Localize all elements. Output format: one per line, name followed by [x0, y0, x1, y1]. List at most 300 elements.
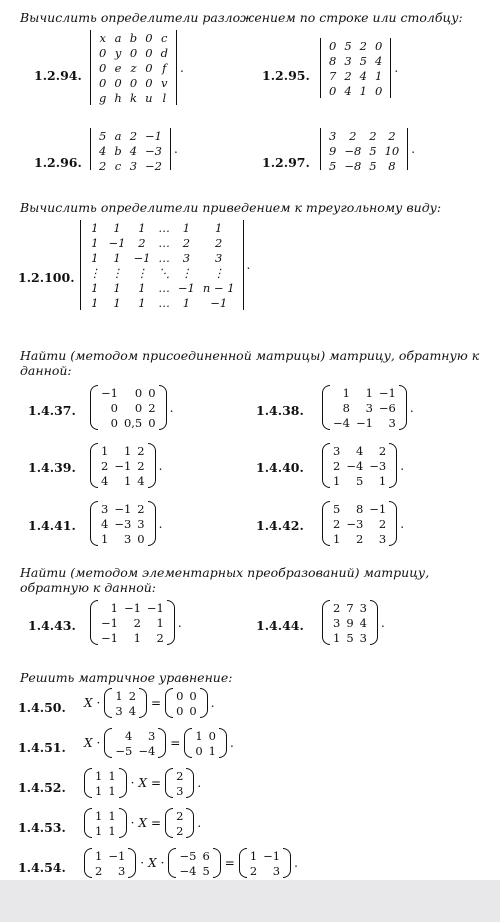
matrix-cell: 0 [176, 688, 184, 703]
matrix-cell: 4 [101, 516, 109, 531]
matrix-cell: 2 [138, 235, 146, 250]
paren-matrix [322, 600, 378, 645]
problem-label: 1.2.97. [262, 155, 310, 170]
matrix-row [173, 688, 200, 703]
matrix-cell: 1 [95, 848, 103, 863]
matrix-cell: 4 [125, 728, 133, 743]
matrix-row [98, 458, 148, 473]
matrix-row [330, 385, 399, 400]
matrix-row [330, 531, 389, 546]
matrix-cell: 8 [355, 501, 364, 516]
matrix-cell: y [114, 45, 122, 60]
left-paren [322, 600, 330, 645]
matrix-cell: 3 [365, 400, 373, 415]
problem-label: 1.4.43. [28, 618, 76, 633]
left-paren [165, 808, 173, 838]
period: . [394, 61, 399, 75]
matrix-row [112, 743, 158, 758]
matrix-cell: 2 [133, 615, 141, 630]
matrix-cell: 0 [189, 688, 197, 703]
matrix-cell: −8 [344, 158, 362, 170]
matrix-cell: 8 [388, 158, 396, 170]
matrix-cell: 0 [145, 75, 153, 90]
left-paren [90, 501, 98, 546]
matrix-cell: 1 [215, 220, 223, 235]
matrix-row [85, 280, 239, 295]
matrix-cell: c [161, 30, 168, 45]
matrix-row [325, 38, 386, 53]
matrix-cell: h [114, 90, 122, 105]
viewer-bottom-bar [0, 880, 500, 922]
right-paren [370, 600, 378, 645]
matrix-cell: 1 [133, 630, 141, 645]
mult-dot: · [96, 696, 101, 710]
matrix-row [330, 600, 370, 615]
matrix-cell: e [114, 60, 122, 75]
right-paren [219, 728, 227, 758]
matrix-row [176, 863, 212, 878]
determinant-1297 [320, 128, 415, 170]
matrix-cell: 0 [99, 45, 107, 60]
matrix-cell: 5 [99, 128, 107, 143]
matrix-cell: 7 [346, 600, 354, 615]
problem-label: 1.4.44. [256, 618, 304, 633]
right-paren [139, 688, 147, 718]
det-matrix [90, 128, 171, 170]
matrix-cell: 0 [99, 75, 107, 90]
variable-x: X [84, 696, 93, 710]
matrix-cell: −5 [179, 848, 197, 863]
matrix-row [98, 600, 167, 615]
matrix-cell: 0 [189, 703, 197, 718]
matrix-row [98, 531, 148, 546]
matrix-row [112, 688, 139, 703]
matrix-cell: a [114, 30, 122, 45]
equals-sign: = [224, 856, 235, 870]
matrix-cell: 3 [115, 703, 123, 718]
heading-triangular: Вычислить определители приведением к треугольному виду: [20, 200, 442, 215]
matrix-cell: 1 [113, 280, 121, 295]
matrix-cell: 0 [114, 75, 122, 90]
matrix-cell: 3 [344, 53, 352, 68]
matrix-cell: 2 [333, 458, 341, 473]
period: . [294, 856, 298, 870]
matrix-cell: 0 [329, 83, 337, 98]
matrix-cell: 0 [176, 703, 184, 718]
matrix-row [173, 703, 200, 718]
matrix-cell: x [99, 30, 106, 45]
right-paren [159, 385, 167, 430]
matrix-cell: 1 [365, 385, 373, 400]
matrix-cell: 4 [101, 473, 109, 488]
matrix-cell: 0 [110, 415, 118, 430]
matrix-cell: 1 [113, 250, 121, 265]
equals-sign: = [170, 736, 181, 750]
matrix-cell: 2 [359, 38, 367, 53]
matrix-cell: 2 [176, 808, 184, 823]
matrix-cell: … [158, 235, 170, 250]
matrix-row [173, 783, 186, 798]
left-paren [84, 808, 92, 838]
left-paren [184, 728, 192, 758]
right-paren [389, 501, 397, 546]
matrix-cell: 2 [349, 128, 357, 143]
equals-sign: = [151, 696, 162, 710]
matrix-cell: −1 [101, 630, 118, 645]
det-matrix [80, 220, 244, 310]
matrix-cell: 5 [355, 473, 364, 488]
matrix-cell: 2 [378, 443, 387, 458]
matrix-row [330, 516, 389, 531]
paren-matrix [84, 768, 127, 798]
matrix-cell: 1 [359, 83, 367, 98]
right-paren [186, 768, 194, 798]
matrix-cell: 3 [129, 158, 138, 170]
matrix-row [98, 473, 148, 488]
paren-matrix [322, 443, 397, 488]
matrix-cell: 3 [333, 615, 341, 630]
matrix-cell: 4 [137, 473, 145, 488]
matrix-cell: −1 [108, 235, 126, 250]
matrix-cell: 4 [129, 143, 138, 158]
left-paren [84, 768, 92, 798]
matrix-row [95, 30, 172, 45]
matrix-row [98, 443, 148, 458]
left-paren [90, 600, 98, 645]
matrix-cell: −4 [333, 415, 350, 430]
matrix-cell: b [114, 143, 122, 158]
matrix-cell: −1 [114, 501, 132, 516]
matrix-row [325, 53, 386, 68]
matrix-cell: 2 [148, 400, 156, 415]
equals-sign: = [151, 776, 162, 790]
matrix-row [330, 473, 389, 488]
period: . [400, 458, 405, 473]
matrix-cell: 1 [182, 220, 191, 235]
matrix-cell: 5 [346, 630, 354, 645]
matrix-cell: … [158, 220, 170, 235]
matrix-cell: 1 [101, 443, 109, 458]
problem-label: 1.4.37. [28, 403, 76, 418]
matrix-row [325, 83, 386, 98]
period: . [177, 615, 182, 630]
heading-matrix-equation: Решить матричное уравнение: [20, 670, 233, 685]
matrix-cell: 1 [108, 768, 116, 783]
matrix-row [85, 250, 239, 265]
matrix-row [98, 615, 167, 630]
matrix-cell: 1 [115, 688, 123, 703]
matrix-row [95, 45, 172, 60]
matrix-row [92, 848, 128, 863]
matrix-cell: 0 [134, 400, 143, 415]
matrix-cell: 2 [156, 630, 164, 645]
matrix-cell: −1 [378, 385, 396, 400]
right-paren [167, 600, 175, 645]
matrix-cell: ⋱ [158, 265, 170, 280]
matrix-cell: 0 [145, 30, 153, 45]
det-matrix [320, 128, 408, 170]
period: . [197, 816, 202, 830]
left-paren [84, 848, 92, 878]
matrix-cell: 1 [249, 848, 258, 863]
matrix-cell: 2 [388, 128, 396, 143]
matrix-cell: z [130, 60, 137, 75]
matrix-cell: 0 [374, 83, 383, 98]
matrix-row [95, 158, 166, 170]
matrix-cell: 1 [95, 808, 103, 823]
matrix-cell: −3 [114, 516, 132, 531]
problem-label: 1.4.53. [18, 820, 66, 835]
matrix-cell: 1 [91, 280, 99, 295]
matrix-cell: 0 [145, 60, 153, 75]
matrix-cell: 0 [148, 385, 156, 400]
matrix-cell: 2 [95, 863, 103, 878]
period: . [210, 696, 215, 710]
matrix-1439 [90, 443, 162, 488]
matrix-cell: 1 [113, 220, 121, 235]
matrix-cell: 4 [128, 703, 137, 718]
matrix-cell: 1 [123, 473, 132, 488]
matrix-cell: 1 [138, 220, 146, 235]
right-paren [186, 808, 194, 838]
matrix-cell: 5 [359, 53, 367, 68]
period: . [158, 516, 163, 531]
matrix-cell: 1 [333, 473, 341, 488]
left-paren [322, 501, 330, 546]
determinant-1295 [320, 38, 398, 98]
paren-matrix [239, 848, 291, 878]
matrix-cell: 8 [329, 53, 337, 68]
matrix-cell: g [99, 90, 107, 105]
matrix-cell: 0 [208, 728, 216, 743]
matrix-cell: 1 [374, 68, 383, 83]
equation-1452 [84, 768, 201, 798]
period: . [169, 400, 174, 415]
matrix-cell: n − 1 [202, 280, 235, 295]
matrix-cell: −1 [101, 615, 118, 630]
right-paren [283, 848, 291, 878]
right-paren [119, 808, 127, 838]
det-matrix [90, 30, 177, 105]
problem-label: 1.4.38. [256, 403, 304, 418]
matrix-cell: 5 [369, 158, 377, 170]
matrix-cell: 1 [95, 768, 103, 783]
matrix-cell: ⋮ [180, 265, 193, 280]
matrix-cell: −1 [355, 415, 373, 430]
equation-1454 [84, 848, 298, 878]
matrix-cell: ⋮ [136, 265, 148, 280]
problem-label: 1.4.52. [18, 780, 66, 795]
matrix-cell: 0 [374, 38, 383, 53]
matrix-row [247, 863, 283, 878]
matrix-row [330, 443, 389, 458]
matrix-cell: −8 [344, 143, 362, 158]
matrix-cell: 1 [138, 295, 146, 310]
matrix-cell: 4 [374, 53, 383, 68]
matrix-cell: −1 [123, 600, 141, 615]
matrix-cell: 9 [346, 615, 354, 630]
matrix-cell: 1 [113, 295, 121, 310]
paren-matrix [165, 808, 194, 838]
matrix-cell: 3 [359, 630, 367, 645]
matrix-cell: 1 [333, 630, 341, 645]
determinant-1296 [90, 128, 178, 170]
matrix-row [85, 235, 239, 250]
matrix-cell: … [158, 295, 170, 310]
matrix-cell: 1 [182, 295, 191, 310]
matrix-row [98, 415, 159, 430]
variable-x: X [138, 776, 148, 790]
matrix-cell: −4 [346, 458, 364, 473]
matrix-cell: 1 [342, 385, 350, 400]
right-paren [158, 728, 166, 758]
paren-matrix [184, 728, 227, 758]
matrix-row [330, 615, 370, 630]
matrix-cell: −1 [210, 295, 228, 310]
matrix-cell: 6 [202, 848, 210, 863]
problem-label: 1.4.50. [18, 700, 66, 715]
matrix-cell: 4 [355, 443, 364, 458]
mult-dot: · [130, 776, 135, 790]
matrix-1444 [322, 600, 385, 645]
left-paren [239, 848, 247, 878]
matrix-cell: −1 [369, 501, 387, 516]
paren-matrix [90, 600, 175, 645]
equation-1451 [84, 728, 234, 758]
matrix-cell: 10 [384, 143, 400, 158]
matrix-cell: 2 [344, 68, 352, 83]
matrix-row [98, 385, 159, 400]
matrix-cell: −1 [263, 848, 281, 863]
matrix-cell: 1 [156, 615, 164, 630]
left-paren [165, 768, 173, 798]
matrix-cell: 5 [329, 158, 337, 170]
matrix-row [192, 728, 219, 743]
matrix-cell: −1 [114, 458, 132, 473]
matrix-cell: c [114, 158, 122, 170]
matrix-cell: 1 [91, 295, 99, 310]
right-paren [200, 688, 208, 718]
matrix-row [325, 158, 403, 170]
left-paren [165, 688, 173, 718]
determinant-12100 [80, 220, 250, 310]
matrix-cell: 2 [137, 458, 145, 473]
paren-matrix [84, 808, 127, 838]
matrix-cell: k [130, 90, 137, 105]
period: . [411, 142, 416, 156]
matrix-cell: −4 [138, 743, 156, 758]
left-paren [104, 688, 112, 718]
right-paren [213, 848, 221, 878]
matrix-row [176, 848, 212, 863]
matrix-row [92, 863, 128, 878]
paren-matrix [104, 688, 147, 718]
variable-x: X [84, 736, 93, 750]
matrix-cell: 4 [359, 68, 367, 83]
problem-label: 1.4.42. [256, 518, 304, 533]
matrix-row [192, 743, 219, 758]
equals-sign: = [151, 816, 162, 830]
matrix-cell: 3 [147, 728, 156, 743]
matrix-cell: 3 [101, 501, 109, 516]
matrix-cell: 3 [333, 443, 341, 458]
matrix-cell: 8 [342, 400, 350, 415]
matrix-cell: 5 [202, 863, 210, 878]
matrix-cell: 4 [359, 615, 367, 630]
matrix-cell: 1 [123, 443, 132, 458]
paren-matrix [90, 443, 156, 488]
matrix-cell: 0 [110, 400, 118, 415]
mult-dot: · [130, 816, 135, 830]
matrix-cell: 3 [388, 415, 396, 430]
matrix-cell: ⋮ [212, 265, 225, 280]
matrix-cell: l [162, 90, 167, 105]
left-paren [90, 385, 98, 430]
matrix-row [98, 516, 148, 531]
matrix-cell: 0 [134, 385, 143, 400]
matrix-row [330, 458, 389, 473]
paren-matrix [322, 501, 397, 546]
matrix-cell: 2 [129, 128, 138, 143]
matrix-cell: … [158, 250, 170, 265]
matrix-cell: 1 [101, 531, 109, 546]
matrix-cell: −1 [177, 280, 195, 295]
matrix-row [98, 400, 159, 415]
matrix-cell: 0,5 [123, 415, 143, 430]
period: . [409, 400, 414, 415]
matrix-row [325, 128, 403, 143]
variable-x: X [148, 856, 157, 870]
equation-1453 [84, 808, 201, 838]
matrix-1437 [90, 385, 173, 430]
matrix-cell: 3 [359, 600, 367, 615]
paren-matrix [90, 385, 167, 430]
matrix-cell: 1 [108, 783, 116, 798]
matrix-cell: 3 [137, 516, 145, 531]
matrix-row [92, 808, 119, 823]
matrix-cell: −3 [145, 143, 162, 158]
matrix-cell: b [129, 30, 138, 45]
left-paren [322, 385, 330, 430]
problem-label: 1.4.51. [18, 740, 66, 755]
matrix-cell: 2 [128, 688, 137, 703]
matrix-row [98, 501, 148, 516]
matrix-cell: 0 [129, 75, 138, 90]
matrix-cell: d [160, 45, 168, 60]
matrix-cell: −1 [101, 385, 118, 400]
matrix-cell: 0 [137, 531, 145, 546]
paren-matrix [165, 768, 194, 798]
matrix-row [92, 783, 119, 798]
matrix-cell: 2 [355, 531, 364, 546]
paren-matrix [322, 385, 407, 430]
problem-label: 1.2.96. [34, 155, 82, 170]
matrix-cell: 7 [329, 68, 337, 83]
equation-1450 [84, 688, 215, 718]
determinant-1294 [90, 30, 184, 105]
matrix-cell: 3 [176, 783, 184, 798]
matrix-cell: 1 [108, 808, 116, 823]
paren-matrix [90, 501, 156, 546]
matrix-cell: 2 [176, 768, 184, 783]
left-paren [322, 443, 330, 488]
matrix-cell: 1 [333, 531, 341, 546]
matrix-cell: 2 [333, 600, 341, 615]
mult-dot: · [96, 736, 101, 750]
matrix-row [330, 630, 370, 645]
matrix-cell: 2 [99, 158, 107, 170]
period: . [173, 142, 178, 156]
